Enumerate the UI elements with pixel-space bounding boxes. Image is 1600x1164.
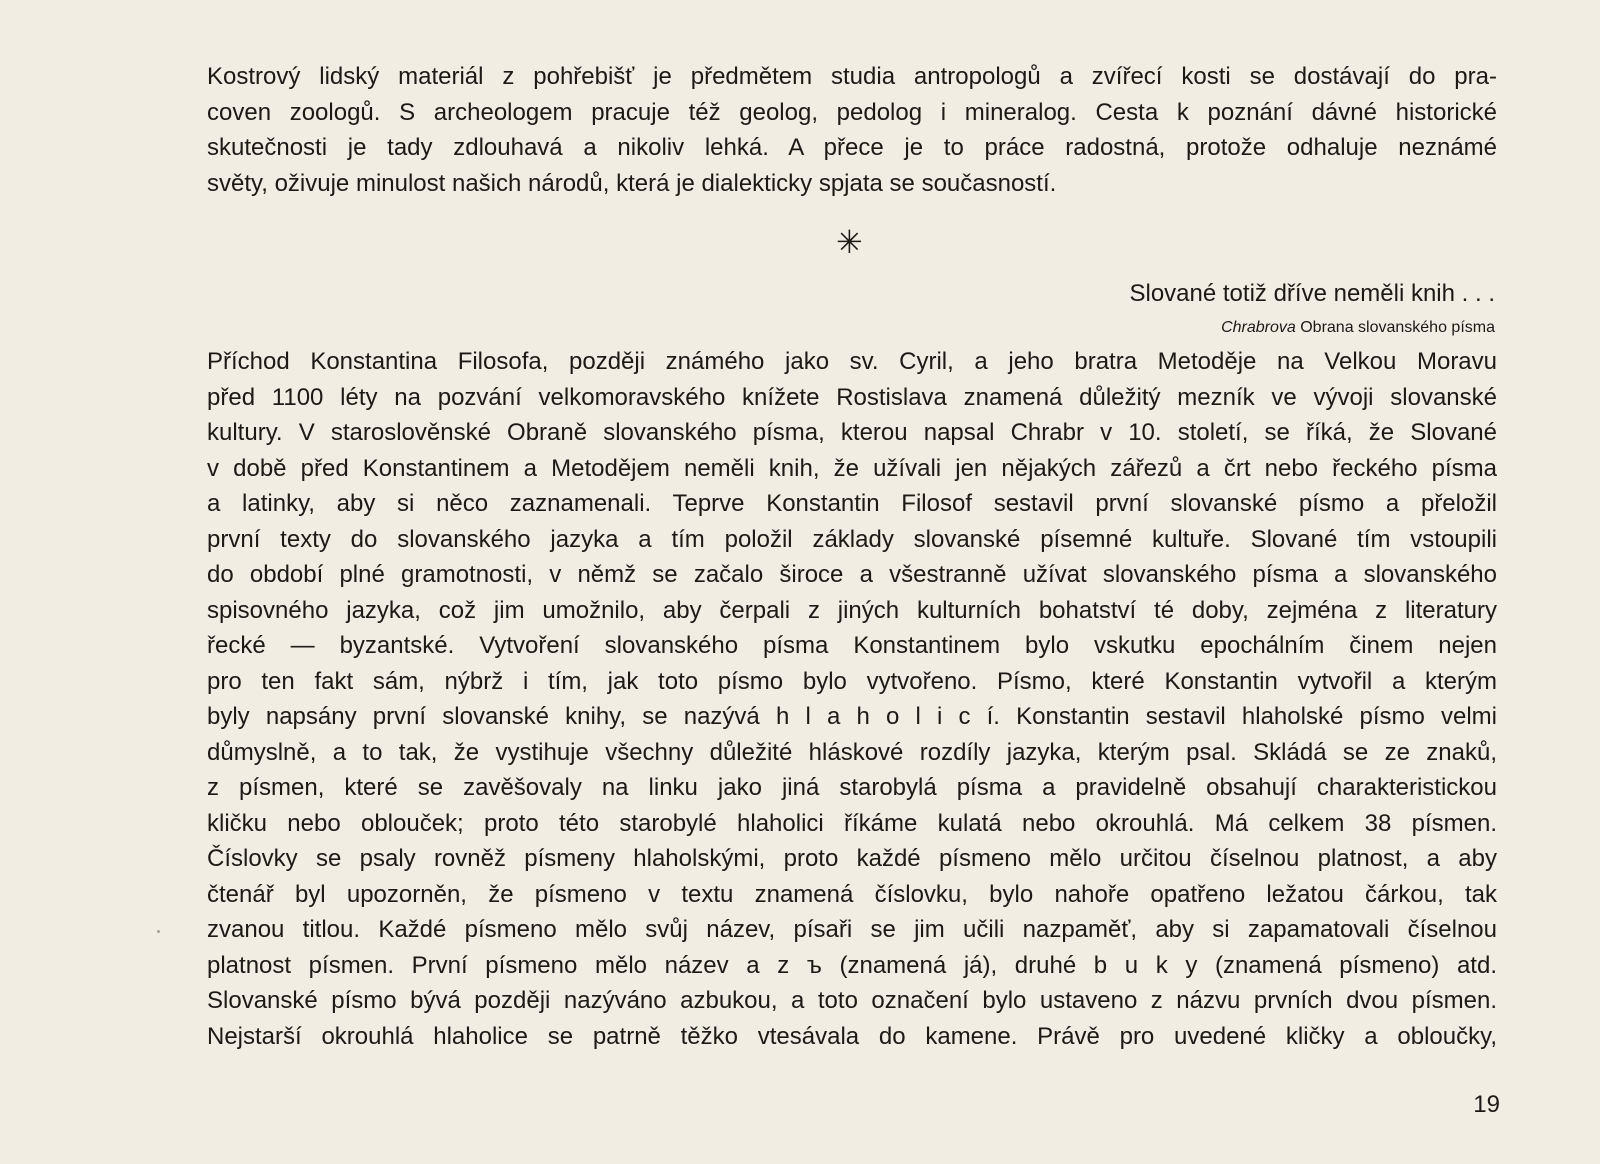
text-line: coven zoologů. S archeologem pracuje též geolog, pedolog i mineralog. Cesta k poznání dávné historické: [207, 98, 1497, 126]
text-line: kultury. V staroslověnské Obraně slovanského písma, kterou napsal Chrabr v 10. století, se říká, že Slované: [207, 419, 1497, 446]
epigraph-source: [1221, 318, 1495, 338]
epigraph-quote: Slované totiž dříve neměli knih . . .: [1129, 280, 1495, 307]
main-paragraph: [207, 344, 1497, 1054]
text-line: zvanou titlou. Každé písmeno mělo svůj název, písaři se jim učili nazpaměť, aby si zapamatovali číselnou: [207, 916, 1497, 943]
text-line: Číslovky se psaly rovněž písmeny hlaholskými, proto každé písmeno mělo určitou číselnou platnost, a aby: [207, 845, 1497, 872]
margin-speck: [157, 930, 160, 933]
text-line: první texty do slovanského jazyka a tím položil základy slovanské písemné kultuře. Slované tím vstoupili: [207, 525, 1497, 553]
intro-paragraph: [207, 59, 1497, 201]
text-line: řecké — byzantské. Vytvoření slovanského písma Konstantinem bylo vskutku epochálním činem nejen: [207, 632, 1497, 659]
text-line: Kostrový lidský materiál z pohřebišť je předmětem studia antropologů a zvířecí kosti se dostávají do pra-: [207, 63, 1497, 90]
text-line: Slovanské písmo bývá později nazýváno azbukou, a toto označení bylo ustaveno z názvu prvních dvou písmen.: [207, 987, 1497, 1014]
text-line: čtenář byl upozorněn, že písmeno v textu znamená číslovku, bylo nahoře opatřeno ležatou čárkou, tak: [207, 880, 1497, 908]
text-line: v době před Konstantinem a Metodějem neměli knih, že užívali jen nějakých zářezů a črt nebo řeckého písma: [207, 454, 1497, 482]
text-line: spisovného jazyka, což jim umožnilo, aby čerpali z jiných kulturních bohatství té doby, zejména z literatury: [207, 596, 1497, 624]
text-line: platnost písmen. První písmeno mělo název a z ъ (znamená já), druhé b u k y (znamená písmeno) atd.: [207, 951, 1497, 979]
text-line: před 1100 léty na pozvání velkomoravského knížete Rostislava znamená důležitý mezník ve vývoji slovanské: [207, 383, 1497, 411]
text-line: skutečnosti je tady zdlouhavá a nikoliv lehká. A přece je to práce radostná, protože odhaluje neznámé: [207, 134, 1497, 161]
text-line: kličku nebo oblouček; proto této starobylé hlaholici říkáme kulatá nebo okrouhlá. Má celkem 38 písmen.: [207, 809, 1497, 837]
epigraph-author: Chrabrova: [1221, 319, 1296, 336]
text-line: světy, oživuje minulost našich národů, která je dialekticky spjata se současností.: [207, 169, 1057, 197]
text-line: z písmen, které se zavěšovaly na linku jako jiná starobylá písma a pravidelně obsahují charakteristickou: [207, 774, 1497, 801]
text-line: a latinky, aby si něco zaznamenali. Teprve Konstantin Filosof sestavil první slovanské písmo a přeložil: [207, 490, 1497, 517]
section-separator-asterisk: ✳: [836, 223, 863, 261]
epigraph-title: Obrana slovanského písma: [1300, 319, 1495, 336]
text-line: Nejstarší okrouhlá hlaholice se patrně těžko vtesávala do kamene. Právě pro uvedené kličky a obloučky,: [207, 1022, 1497, 1050]
text-line: byly napsány první slovanské knihy, se nazývá h l a h o l i c í. Konstantin sestavil hlaholské písmo velmi: [207, 703, 1497, 730]
text-line: Příchod Konstantina Filosofa, později známého jako sv. Cyril, a jeho bratra Metoděje na Velkou Moravu: [207, 348, 1497, 375]
text-line: pro ten fakt sám, nýbrž i tím, jak toto písmo bylo vytvořeno. Písmo, které Konstantin vytvořil a kterým: [207, 667, 1497, 695]
text-line: důmyslně, a to tak, že vystihuje všechny důležité hláskové rozdíly jazyka, kterým psal. Skládá se ze znaků,: [207, 738, 1497, 766]
page-number: 19: [1473, 1091, 1500, 1118]
text-line: do období plné gramotnosti, v němž se začalo široce a všestranně užívat slovanského písma a slovanského: [207, 561, 1497, 588]
